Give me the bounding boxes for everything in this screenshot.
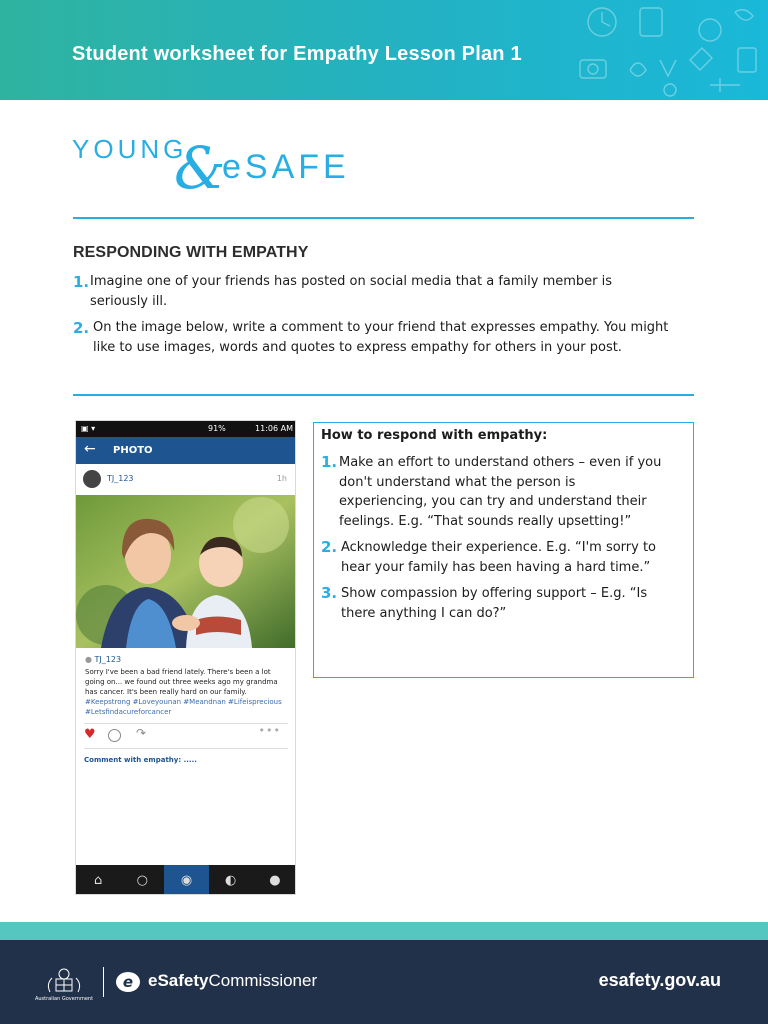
- divider: [84, 723, 288, 724]
- camera-icon[interactable]: ◉: [164, 865, 208, 895]
- like-heart-icon[interactable]: ♥: [84, 727, 96, 742]
- doodle-pattern-icon: [560, 0, 768, 100]
- battery-level: 91%: [208, 424, 226, 433]
- comment-icon[interactable]: [108, 729, 121, 742]
- logo-word-esafe: eSAFE: [222, 148, 350, 186]
- post-username[interactable]: TJ_123: [107, 474, 134, 483]
- svg-text:Australian Government: Australian Government: [34, 996, 94, 1002]
- esafety-commissioner-brand: eSafetyCommissioner: [148, 971, 318, 990]
- website-link[interactable]: esafety.gov.au: [598, 970, 721, 990]
- tips-title: How to respond with empathy:: [321, 428, 548, 443]
- app-bar: [76, 437, 296, 464]
- step-text: Imagine one of your friends has posted on social media that a family member is seriously ill.: [90, 274, 613, 309]
- step-number: 2.: [73, 319, 90, 337]
- more-options-icon[interactable]: •••: [258, 724, 281, 737]
- step-text: On the image below, write a comment to your friend that expresses empathy. You might like to use images, words and quotes to express empathy for others in your post.: [93, 320, 669, 355]
- tip-number: 2.: [321, 538, 338, 556]
- tip-text: Make an effort to understand others – even if you don't understand what the person is experiencing, you can try and understand their feelings. E.g. “That sounds really upsetting!”: [339, 455, 662, 529]
- status-time: 11:06 AM: [255, 424, 293, 433]
- share-icon[interactable]: ↷: [136, 726, 147, 740]
- tip-number: 1.: [321, 453, 338, 471]
- page-title: Student worksheet for Empathy Lesson Plan 1: [72, 43, 522, 65]
- activity-icon[interactable]: ◐: [225, 873, 237, 888]
- instruction-step: [73, 318, 677, 358]
- instruction-step: [73, 272, 673, 312]
- bottom-tab-bar: [76, 865, 296, 895]
- status-bar: [76, 421, 296, 437]
- caption-hashtags[interactable]: #Keepstrong #Loveyounan #Meandnan #Lifeisprecious #Letsfindacureforcancer: [85, 698, 282, 717]
- svg-text:e: e: [122, 973, 134, 991]
- caption-username[interactable]: ● TJ_123: [85, 655, 122, 664]
- post-photo[interactable]: [76, 495, 296, 648]
- comment-prompt[interactable]: Comment with empathy: .....: [84, 756, 197, 764]
- tip-item: [321, 538, 687, 577]
- divider: [73, 217, 694, 219]
- phone-mockup: [75, 420, 296, 895]
- page-footer: [0, 940, 768, 1024]
- tip-text: Show compassion by offering support – E.g. “Is there anything I can do?”: [341, 586, 648, 621]
- section-title: RESPONDING WITH EMPATHY: [73, 244, 309, 261]
- avatar[interactable]: [83, 470, 101, 488]
- young-and-esafe-logo: [72, 128, 392, 198]
- divider: [84, 748, 288, 749]
- esafety-logo-icon: [115, 971, 141, 993]
- notification-icons: ▣ ▾: [81, 424, 96, 433]
- tip-item: [321, 453, 687, 531]
- app-bar-title: PHOTO: [113, 445, 153, 456]
- logo-ampersand: &: [174, 134, 226, 198]
- divider: [73, 394, 694, 396]
- footer-accent-strip: [0, 922, 768, 940]
- caption-text: Sorry I've been a bad friend lately. There's been a lot going on... we found out three weeks ago my grandma has cancer. It's been really hard on our family.: [85, 668, 278, 697]
- page-header: [0, 0, 768, 100]
- divider: [103, 967, 104, 997]
- logo-word-young: YOUNG: [72, 134, 188, 164]
- australian-government-crest-icon: [34, 966, 94, 1002]
- step-number: 1.: [73, 273, 90, 291]
- home-icon[interactable]: ⌂: [93, 873, 103, 888]
- post-time: 1h: [276, 474, 287, 483]
- profile-icon[interactable]: ●: [269, 873, 281, 888]
- search-icon[interactable]: ○: [136, 873, 148, 888]
- back-arrow-icon[interactable]: ←: [84, 441, 96, 457]
- tip-item: [321, 584, 687, 623]
- tip-text: Acknowledge their experience. E.g. “I'm sorry to hear your family has been having a hard time.”: [341, 540, 657, 575]
- tip-number: 3.: [321, 584, 338, 602]
